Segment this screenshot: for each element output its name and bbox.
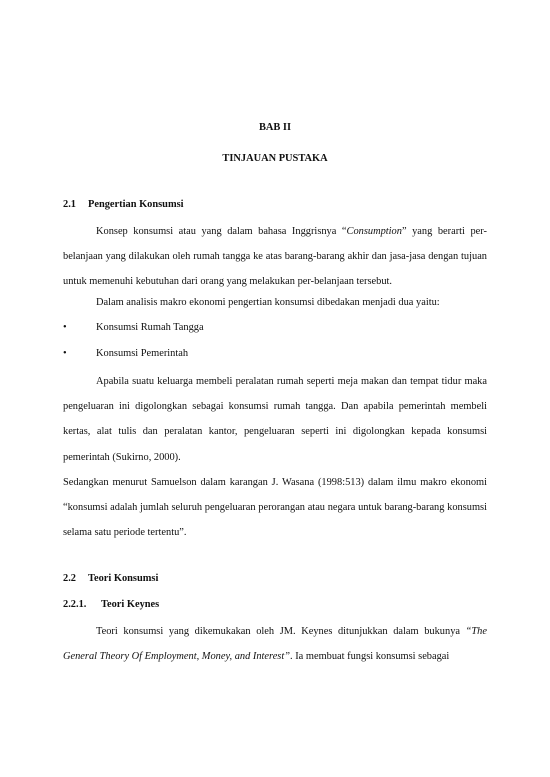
section-number: 2.1 <box>63 199 76 210</box>
paragraph-samuelson: Sedangkan menurut Samuelson dalam karangan J. Wasana (1998:513) dalam ilmu makro ekonomi “konsumsi adalah jumlah seluruh pengeluaran perorangan atau negara untuk barang-barang konsumsi selama satu periode tertentu”. <box>63 477 487 539</box>
list-item-text: Konsumsi Rumah Tangga <box>96 322 204 333</box>
bullet-icon: • <box>63 348 67 359</box>
paragraph-text: ” yang berarti per-belanjaan yang dilakukan oleh rumah tangga ke atas barang-barang akhir dan jasa-jasa dengan tujuan untuk memenuhi kebutuhan dari orang yang melakukan per-belanjaan tersebut. <box>63 226 487 288</box>
section-heading-2-1 <box>63 199 184 210</box>
paragraph-emphasis: Consumption <box>346 226 402 237</box>
chapter-number: BAB II <box>258 122 292 133</box>
chapter-title: TINJAUAN PUSTAKA <box>222 153 328 164</box>
section-title: Teori Keynes <box>101 599 160 610</box>
paragraph-analisis-makro: Dalam analisis makro ekonomi pengertian konsumsi dibedakan menjadi dua yaitu: <box>96 297 440 308</box>
section-number: 2.2.1. <box>63 599 87 610</box>
paragraph-text: . Ia membuat fungsi konsumsi sebagai <box>290 651 450 663</box>
section-heading-2-2-1 <box>63 599 159 610</box>
paragraph-emphasis: “The General Theory Of Employment, Money, and Interest” <box>63 626 487 663</box>
paragraph-text: Teori konsumsi yang dikemukakan oleh JM. Keynes ditunjukkan dalam bukunya <box>96 626 466 637</box>
section-title: Teori Konsumsi <box>88 573 159 584</box>
list-item-text: Konsumsi Pemerintah <box>96 348 189 359</box>
section-number: 2.2 <box>63 573 76 584</box>
bullet-icon: • <box>63 322 67 333</box>
paragraph-keluarga-pemerintah: Apabila suatu keluarga membeli peralatan rumah seperti meja makan dan tempat tidur maka pengeluaran ini digolongkan sebagai konsumsi rumah tangga. Dan apabila pemerintah membeli kertas, alat tulis dan peralatan kantor, pengeluaran seperti ini digolongkan kepada konsumsi pemerintah (Sukirno, 2000). <box>63 376 487 463</box>
section-heading-2-2 <box>63 573 158 584</box>
paragraph-konsep-konsumsi <box>63 219 487 295</box>
paragraph-teori-keynes <box>63 619 487 669</box>
section-title: Pengertian Konsumsi <box>88 199 184 210</box>
paragraph-text: Konsep konsumsi atau yang dalam bahasa Inggrisnya “ <box>96 226 347 237</box>
